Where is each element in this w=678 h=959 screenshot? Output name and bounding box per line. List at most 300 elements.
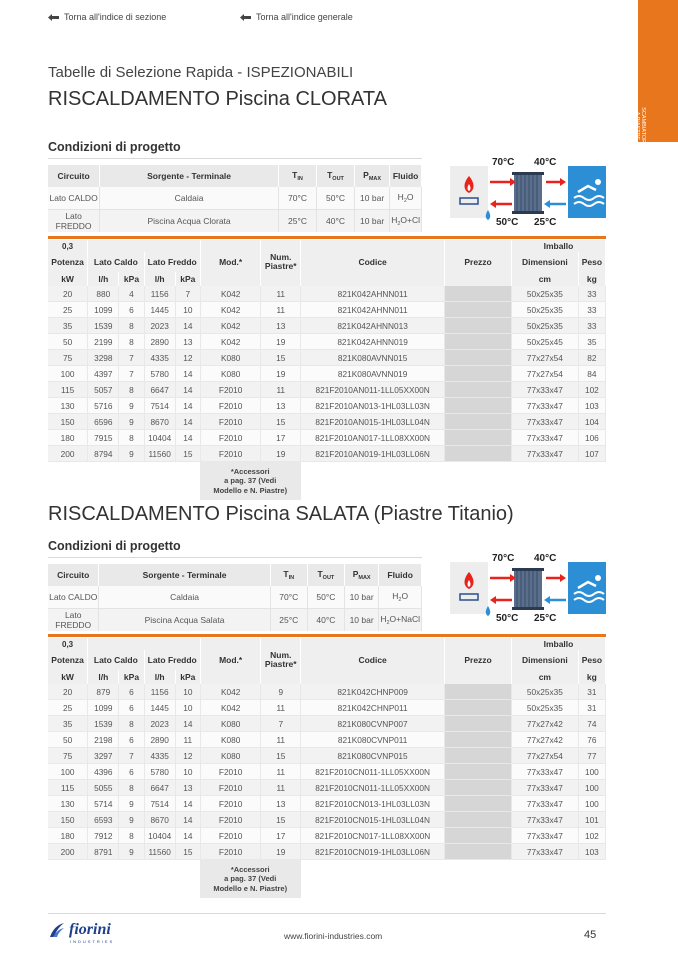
table-row: [48, 812, 606, 828]
cell-caldo-lh: 4397: [88, 366, 119, 382]
cell-piastre: 15: [261, 812, 301, 828]
th-symbol: P: [363, 170, 369, 180]
cell-dimensioni: 77x27x42: [511, 732, 578, 748]
cell-codice: 821F2010CN011-1LL05XX00N: [301, 780, 445, 796]
cell-mod: K080: [200, 366, 261, 382]
cell-prezzo: [445, 748, 512, 764]
temp-cold-out-label: 40°C: [534, 157, 557, 168]
th-dimensioni: Dimensioni: [511, 650, 578, 670]
cell-freddo-kpa: 10: [175, 684, 200, 700]
cell-sorgente: Piscina Acqua Clorata: [100, 210, 279, 233]
cell-fluido: [379, 609, 422, 632]
cell-piastre: 13: [261, 398, 301, 414]
cell-caldo-kpa: 6: [119, 732, 144, 748]
cell-peso: 101: [578, 812, 605, 828]
cell-caldo-lh: 4396: [88, 764, 119, 780]
temp-cold-in-label: 25°C: [534, 613, 557, 624]
cell-piastre: 19: [261, 446, 301, 462]
cell-freddo-lh: 2890: [144, 732, 175, 748]
cell-prezzo: [445, 700, 512, 716]
cond-heading-2: Condizioni di progetto: [48, 539, 181, 553]
conditions-row: [48, 609, 422, 632]
cell-codice: 821K042AHNN019: [301, 334, 445, 350]
th-circuito: Circuito: [48, 165, 100, 187]
cell-mod: K080: [200, 748, 261, 764]
cell-codice: 821K080CVNP015: [301, 748, 445, 764]
th-fluido: Fluido: [390, 165, 422, 187]
cell-caldo-lh: 3297: [88, 748, 119, 764]
divider: [48, 557, 422, 558]
cell-peso: 77: [578, 748, 605, 764]
cell-peso: 33: [578, 286, 605, 302]
table-row: [48, 732, 606, 748]
cell-potenza: 35: [48, 716, 88, 732]
cell-dimensioni: 50x25x35: [511, 286, 578, 302]
cell-caldo-kpa: 9: [119, 398, 144, 414]
th-blank: [261, 240, 301, 252]
cell-caldo-lh: 879: [88, 684, 119, 700]
cell-caldo-kpa: 8: [119, 334, 144, 350]
cell-prezzo: [445, 716, 512, 732]
cell-potenza: 25: [48, 302, 88, 318]
cell-piastre: 17: [261, 430, 301, 446]
cell-caldo-kpa: 8: [119, 780, 144, 796]
cell-codice: 821F2010CN011-1LL05XX00N: [301, 764, 445, 780]
th-unit: l/h: [88, 272, 119, 286]
cell-potenza: 115: [48, 382, 88, 398]
th-lato-caldo: Lato Caldo: [88, 650, 144, 670]
cell-freddo-lh: 1156: [144, 684, 175, 700]
cell-codice: 821F2010AN015-1HL03LL04N: [301, 414, 445, 430]
cell-mod: F2010: [200, 398, 261, 414]
cell-codice: 821K042AHNN013: [301, 318, 445, 334]
cell-caldo-kpa: 6: [119, 700, 144, 716]
th-mod: Mod.*: [200, 252, 261, 272]
header-row: [48, 252, 606, 272]
heat-exchanger-diagram: [450, 553, 606, 624]
table-row: [48, 366, 606, 382]
nav-general-link[interactable]: [240, 12, 353, 22]
table-row: [48, 430, 606, 446]
table-row: [48, 302, 606, 318]
cell-caldo-lh: 2198: [88, 732, 119, 748]
cell-peso: 35: [578, 334, 605, 350]
footer-url-link[interactable]: www.fiorini-industries.com: [284, 931, 383, 941]
cell-piastre: 11: [261, 700, 301, 716]
cell-caldo-lh: 7912: [88, 828, 119, 844]
th-dimensioni: Dimensioni: [511, 252, 578, 272]
cell-piastre: 11: [261, 382, 301, 398]
cell-mod: F2010: [200, 414, 261, 430]
table-row: [48, 780, 606, 796]
cell-dimensioni: 50x25x35: [511, 684, 578, 700]
cell-caldo-kpa: 4: [119, 286, 144, 302]
cell-freddo-lh: 2023: [144, 318, 175, 334]
th-blank: [445, 272, 512, 286]
th-blank: [88, 638, 201, 650]
table-row: [48, 286, 606, 302]
cell-dimensioni: 50x25x45: [511, 334, 578, 350]
cell-sorgente: Caldaia: [100, 187, 279, 210]
cell-freddo-lh: 8670: [144, 414, 175, 430]
fluido-subscript: 2: [397, 221, 401, 227]
th-blank: [301, 670, 445, 684]
accessories-row: [48, 860, 606, 899]
pool-box: [568, 562, 606, 614]
back-arrow-icon: [240, 14, 251, 21]
cell-sorgente: Piscina Acqua Salata: [99, 609, 270, 632]
fluido-rest: O: [406, 192, 414, 202]
header-row: [48, 240, 606, 252]
th-num: Num.: [270, 650, 292, 660]
th-blank: [301, 240, 445, 252]
cell-caldo-lh: 8794: [88, 446, 119, 462]
cell-prezzo: [445, 764, 512, 780]
cell-caldo-kpa: 8: [119, 382, 144, 398]
temp-hot-in-label: 70°C: [492, 553, 515, 564]
th-subscript: MAX: [358, 575, 371, 581]
th-subscript: IN: [288, 575, 295, 581]
cell-dimensioni: 77x33x47: [511, 382, 578, 398]
sidetab-line1: SCAMBIATORI: [640, 107, 646, 145]
acc-line: Modello e N. Piastre): [213, 485, 288, 495]
conditions-table-1: [48, 165, 422, 232]
cell-potenza: 75: [48, 748, 88, 764]
cell-caldo-kpa: 6: [119, 684, 144, 700]
temp-hot-in-label: 70°C: [492, 157, 515, 168]
th-unit: l/h: [144, 272, 175, 286]
th-symbol: T: [292, 170, 298, 180]
cell-piastre: 19: [261, 366, 301, 382]
th-blank: [301, 638, 445, 650]
cell-dimensioni: 77x33x47: [511, 796, 578, 812]
cell-codice: 821F2010AN017-1LL08XX00N: [301, 430, 445, 446]
cell-dimensioni: 50x25x35: [511, 700, 578, 716]
cell-freddo-lh: 8670: [144, 812, 175, 828]
fluido-rest: O: [401, 591, 409, 601]
th-unit: kg: [578, 272, 605, 286]
th-symbol: T: [317, 569, 323, 579]
cell-freddo-lh: 6647: [144, 382, 175, 398]
cell-mod: F2010: [200, 812, 261, 828]
cell-dimensioni: 77x27x54: [511, 748, 578, 764]
cell-dimensioni: 77x33x47: [511, 764, 578, 780]
cell-codice: 821F2010AN019-1HL03LL06N: [301, 446, 445, 462]
cell-peso: 76: [578, 732, 605, 748]
cell-t-out: 50°C: [307, 586, 344, 609]
cell-caldo-lh: 1539: [88, 716, 119, 732]
cell-mod: F2010: [200, 446, 261, 462]
cell-codice: 821K042CHNP009: [301, 684, 445, 700]
cell-peso: 82: [578, 350, 605, 366]
cell-potenza: 75: [48, 350, 88, 366]
cell-piastre: 15: [261, 414, 301, 430]
cell-prezzo: [445, 318, 512, 334]
fluido-symbol: H: [391, 215, 398, 225]
th-circuito: Circuito: [48, 564, 99, 586]
cell-piastre: 11: [261, 764, 301, 780]
conditions-table-2: [48, 564, 422, 631]
table-row: [48, 844, 606, 860]
cell-piastre: 17: [261, 828, 301, 844]
cell-dimensioni: 77x33x47: [511, 430, 578, 446]
selection-table-2: [48, 638, 606, 898]
cell-caldo-lh: 1099: [88, 302, 119, 318]
heat-exchanger-diagram: [450, 157, 606, 228]
cell-mod: K080: [200, 716, 261, 732]
th-unit: l/h: [88, 670, 119, 684]
cell-freddo-kpa: 15: [175, 446, 200, 462]
cell-prezzo: [445, 796, 512, 812]
cell-mod: F2010: [200, 828, 261, 844]
cell-mod: K042: [200, 302, 261, 318]
acc-line: *Accessori: [230, 466, 270, 476]
cell-mod: F2010: [200, 844, 261, 860]
th-unit: cm: [511, 670, 578, 684]
fluido-symbol: H: [380, 614, 387, 624]
nav-general-label: Torna all'indice generale: [256, 12, 353, 22]
cell-codice: 821K080CVNP007: [301, 716, 445, 732]
cell-piastre: 13: [261, 318, 301, 334]
cell-caldo-lh: 5057: [88, 382, 119, 398]
exchanger-svg: [450, 556, 606, 624]
fluido-symbol: H: [392, 591, 399, 601]
cell-peso: 100: [578, 780, 605, 796]
cell-mod: K042: [200, 318, 261, 334]
th-imballo: Imballo: [511, 638, 605, 650]
th-fluido: Fluido: [379, 564, 422, 586]
th-t-out: [307, 564, 344, 586]
cell-freddo-lh: 10404: [144, 828, 175, 844]
cell-prezzo: [445, 446, 512, 462]
cell-dimensioni: 77x33x47: [511, 414, 578, 430]
cell-freddo-lh: 11560: [144, 844, 175, 860]
th-blank: [261, 670, 301, 684]
cell-fluido: [390, 187, 422, 210]
cell-caldo-lh: 8791: [88, 844, 119, 860]
cell-prezzo: [445, 780, 512, 796]
th-p-max: [344, 564, 378, 586]
swimmer-head: [595, 179, 601, 185]
cell-caldo-lh: 5716: [88, 398, 119, 414]
table-row: [48, 334, 606, 350]
cell-freddo-kpa: 14: [175, 382, 200, 398]
cell-freddo-kpa: 14: [175, 796, 200, 812]
cell-potenza: 100: [48, 366, 88, 382]
th-prezzo: Prezzo: [445, 252, 512, 272]
cell-potenza: 20: [48, 684, 88, 700]
page-number: 45: [584, 929, 597, 941]
cell-freddo-kpa: 14: [175, 318, 200, 334]
cell-prezzo: [445, 286, 512, 302]
cell-freddo-kpa: 11: [175, 732, 200, 748]
cell-dimensioni: 77x27x54: [511, 366, 578, 382]
th-prezzo: Prezzo: [445, 650, 512, 670]
th-mod: Mod.*: [200, 650, 261, 670]
selection-table-1: [48, 240, 606, 500]
th-lato-freddo: Lato Freddo: [144, 252, 200, 272]
table-row: [48, 350, 606, 366]
cell-freddo-kpa: 10: [175, 764, 200, 780]
cell-piastre: 15: [261, 350, 301, 366]
cell-caldo-lh: 7915: [88, 430, 119, 446]
th-num: Num.: [270, 252, 292, 262]
th-num-piastre: [261, 650, 301, 670]
cell-piastre: 13: [261, 796, 301, 812]
cell-dimensioni: 50x25x35: [511, 318, 578, 334]
cell-prezzo: [445, 812, 512, 828]
cell-freddo-kpa: 10: [175, 302, 200, 318]
cell-dimensioni: 77x33x47: [511, 812, 578, 828]
cell-mod: K080: [200, 350, 261, 366]
cell-prezzo: [445, 302, 512, 318]
cell-codice: 821K042CHNP011: [301, 700, 445, 716]
cell-potenza: 115: [48, 780, 88, 796]
cell-piastre: 11: [261, 286, 301, 302]
cell-peso: 103: [578, 398, 605, 414]
th-blank: [445, 240, 512, 252]
cell-t-out: 40°C: [307, 609, 344, 632]
th-unit: l/h: [144, 670, 175, 684]
cell-caldo-kpa: 8: [119, 716, 144, 732]
cell-piastre: 15: [261, 748, 301, 764]
cell-mod: F2010: [200, 780, 261, 796]
nav-section-link[interactable]: [48, 12, 166, 22]
table-row: [48, 716, 606, 732]
cell-fluido: [390, 210, 422, 233]
fluido-subscript: 2: [398, 597, 402, 603]
th-blank: [200, 638, 261, 650]
blank: [301, 462, 606, 501]
conditions-row: [48, 210, 422, 233]
cell-caldo-lh: 2199: [88, 334, 119, 350]
th-subscript: IN: [297, 176, 303, 182]
orange-divider: [48, 236, 606, 239]
cell-dimensioni: 77x27x42: [511, 716, 578, 732]
cell-freddo-kpa: 13: [175, 334, 200, 350]
cell-mod: K042: [200, 286, 261, 302]
cell-p-max: 10 bar: [355, 187, 390, 210]
cell-codice: 821F2010CN017-1LL08XX00N: [301, 828, 445, 844]
cell-prezzo: [445, 414, 512, 430]
cell-piastre: 11: [261, 780, 301, 796]
cell-potenza: 50: [48, 334, 88, 350]
table-row: [48, 382, 606, 398]
swimmer-head: [595, 575, 601, 581]
cell-potenza: 180: [48, 828, 88, 844]
cell-peso: 33: [578, 302, 605, 318]
units-row: [48, 670, 606, 684]
th-blank: [200, 272, 261, 286]
cell-freddo-kpa: 14: [175, 812, 200, 828]
cell-freddo-lh: 2023: [144, 716, 175, 732]
table-row: [48, 748, 606, 764]
cell-t-out: 40°C: [317, 210, 355, 233]
divider: [48, 158, 422, 159]
cell-freddo-kpa: 14: [175, 366, 200, 382]
blank: [301, 860, 606, 899]
cell-freddo-lh: 1156: [144, 286, 175, 302]
cell-sorgente: Caldaia: [99, 586, 270, 609]
cell-freddo-lh: 7514: [144, 796, 175, 812]
logo-text: fiorini: [69, 921, 111, 938]
conditions-row: [48, 187, 422, 210]
blank: [48, 860, 200, 899]
cell-prezzo: [445, 684, 512, 700]
cell-peso: 74: [578, 716, 605, 732]
cell-t-in: 25°C: [270, 609, 307, 632]
th-sorgente: Sorgente - Terminale: [99, 564, 270, 586]
cell-caldo-kpa: 9: [119, 414, 144, 430]
plate-exchanger-icon: [514, 570, 542, 608]
cell-p-max: 10 bar: [355, 210, 390, 233]
cell-potenza: 25: [48, 700, 88, 716]
table-row: [48, 764, 606, 780]
cell-freddo-lh: 1445: [144, 700, 175, 716]
cell-peso: 106: [578, 430, 605, 446]
cell-mod: F2010: [200, 796, 261, 812]
th-unit: kPa: [175, 670, 200, 684]
cell-prezzo: [445, 334, 512, 350]
cell-freddo-lh: 6647: [144, 780, 175, 796]
cell-freddo-kpa: 14: [175, 414, 200, 430]
units-row: [48, 272, 606, 286]
th-potenza-value: 0,3: [48, 240, 88, 252]
th-unit: kPa: [175, 272, 200, 286]
th-potenza-value: 0,3: [48, 638, 88, 650]
cell-freddo-kpa: 14: [175, 398, 200, 414]
cell-prezzo: [445, 430, 512, 446]
cell-piastre: 11: [261, 302, 301, 318]
cell-peso: 102: [578, 828, 605, 844]
th-subscript: OUT: [332, 176, 344, 182]
cell-potenza: 150: [48, 414, 88, 430]
table-row: [48, 828, 606, 844]
th-lato-caldo: Lato Caldo: [88, 252, 144, 272]
cell-peso: 107: [578, 446, 605, 462]
cell-dimensioni: 77x33x47: [511, 398, 578, 414]
temp-cold-out-label: 40°C: [534, 553, 557, 564]
th-codice: Codice: [301, 252, 445, 272]
fiorini-logo: [48, 921, 115, 944]
cell-piastre: 19: [261, 334, 301, 350]
cell-piastre: 7: [261, 716, 301, 732]
header-row: [48, 650, 606, 670]
cell-potenza: 50: [48, 732, 88, 748]
cell-codice: 821K042AHNN011: [301, 286, 445, 302]
cell-piastre: 9: [261, 684, 301, 700]
section-side-tab[interactable]: [634, 0, 678, 145]
accessories-note: [200, 860, 300, 899]
cell-caldo-kpa: 8: [119, 430, 144, 446]
th-potenza: Potenza: [48, 252, 88, 272]
th-unit: kPa: [119, 272, 144, 286]
cell-caldo-lh: 880: [88, 286, 119, 302]
fiorini-logo-icon: [48, 921, 66, 939]
cell-peso: 31: [578, 700, 605, 716]
cell-dimensioni: 77x33x47: [511, 844, 578, 860]
cell-mod: K042: [200, 700, 261, 716]
table-row: [48, 684, 606, 700]
cell-freddo-kpa: 12: [175, 748, 200, 764]
cell-freddo-kpa: 14: [175, 716, 200, 732]
cell-potenza: 180: [48, 430, 88, 446]
cell-freddo-kpa: 15: [175, 844, 200, 860]
th-potenza: Potenza: [48, 650, 88, 670]
cell-caldo-lh: 1539: [88, 318, 119, 334]
table-row: [48, 796, 606, 812]
cell-peso: 100: [578, 764, 605, 780]
